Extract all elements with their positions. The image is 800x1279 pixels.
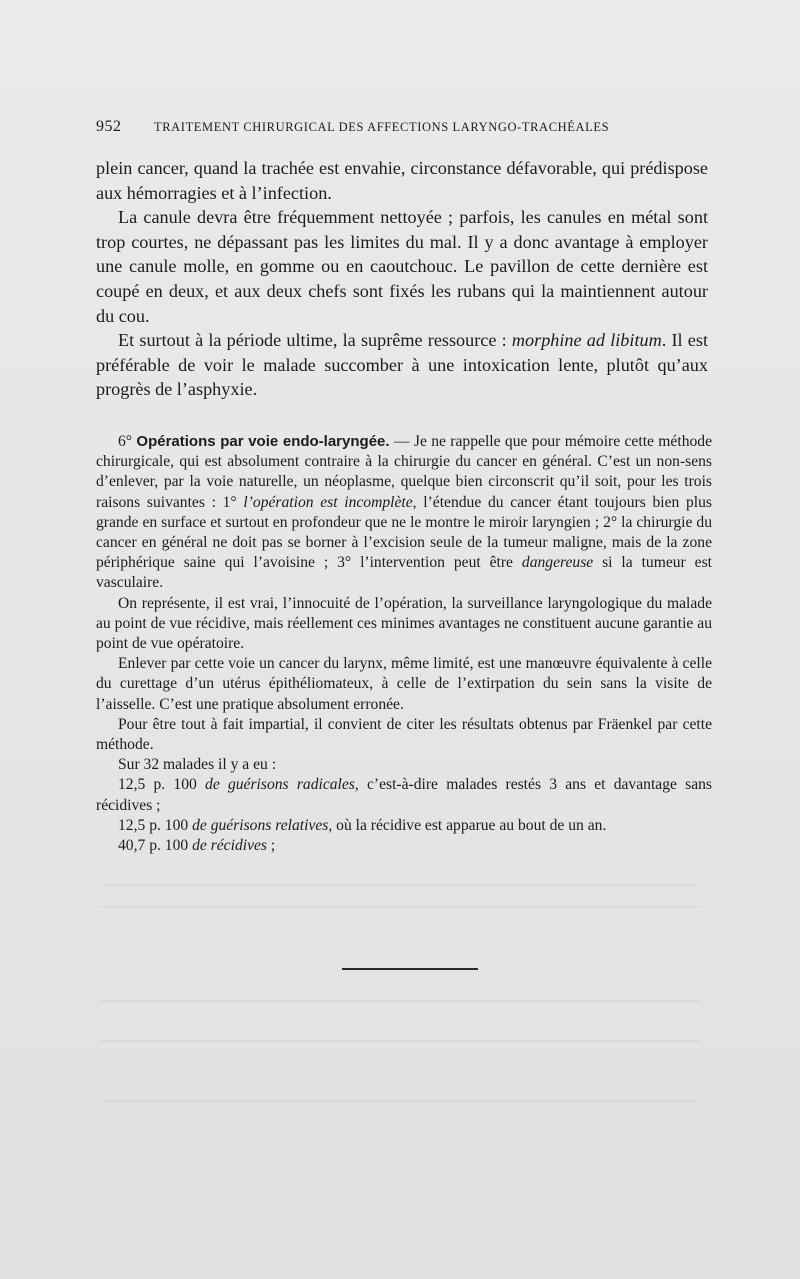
- show-through-line: [100, 884, 700, 886]
- stat-recidives: [96, 836, 712, 856]
- stat-value: 12,5 p. 100: [118, 816, 193, 834]
- emphasis-morphine: morphine ad libitum: [511, 330, 662, 351]
- stat-value: 40,7 p. 100: [118, 837, 193, 855]
- text-run: si la tumeur est vasculaire.: [96, 554, 712, 592]
- emphasis-incomplete: l’opération est incomplète: [243, 493, 413, 511]
- section-number: 6°: [118, 433, 137, 450]
- show-through-line: [100, 1000, 700, 1002]
- end-rule: [342, 968, 478, 970]
- emphasis-dangereuse: dangereuse: [521, 554, 594, 572]
- paragraph-continuation: plein cancer, quand la trachée est envahie, circonstance défavorable, qui prédispose aux hémorragies et à l’infection.: [96, 158, 708, 203]
- section-endo-laryngee: [96, 432, 712, 856]
- running-head: TRAITEMENT CHIRURGICAL DES AFFECTIONS LARYNGO-TRACHÉALES: [154, 120, 610, 134]
- paragraph-canule: La canule devra être fréquemment nettoyée ; parfois, les canules en métal sont trop courtes, ne dépassant pas les limites du mal. Il y a donc avantage à employer une canule molle, en gomme ou en caoutchouc. Le pavillon de cette dernière est coupé en deux, et aux deux chefs sont fixés les rubans qui la maintiennent autour du cou.: [96, 207, 708, 326]
- stat-radicales: [96, 775, 712, 815]
- page-header: [96, 118, 708, 142]
- stat-relatives: [96, 816, 712, 836]
- main-text-large: [96, 156, 708, 402]
- show-through-line: [100, 1040, 700, 1042]
- show-through-line: [100, 1100, 700, 1102]
- stat-value: 12,5 p. 100: [118, 776, 206, 794]
- section-intro-paragraph: [96, 432, 712, 594]
- stat-label: de guérisons radicales: [205, 776, 355, 794]
- text-run: , c’est-à-dire malades restés 3 ans et davantage sans récidives ;: [96, 776, 712, 814]
- text-run: — Je ne rappelle que pour mémoire cette méthode chirurgicale, qui est absolument contraire à la chirurgie du cancer en général. C’est un non-sens d’enlever, par la voie naturelle, un néoplasme, quelque bien circonscrit qu’il soit, pour les trois raisons suivantes : 1°: [96, 433, 713, 511]
- text-run: ;: [266, 837, 276, 855]
- paragraph-malades: Sur 32 malades il y a eu :: [118, 756, 277, 774]
- paragraph-innocuite: On représente, il est vrai, l’innocuité de l’opération, la surveillance laryngologique du malade au point de vue récidive, mais réellement ces minimes avantages ne constituent aucune garantie au point de vue opératoire.: [96, 594, 712, 653]
- section-title: Opérations par voie endo-laryngée.: [136, 433, 390, 450]
- page-number: 952: [96, 118, 122, 135]
- text-run: Et surtout à la période ultime, la suprême ressource :: [118, 330, 512, 351]
- paragraph-impartial: Pour être tout à fait impartial, il convient de citer les résultats obtenus par Fräenkel par cette méthode.: [96, 715, 712, 754]
- paragraph-morphine: [96, 328, 708, 402]
- text-run: , l’étendue du cancer étant toujours bien plus grande en surface et surtout en profondeur que ne le montre le miroir laryngien ; 2° la chirurgie du cancer en général ne doit pas se borner à l’excision seule de la tumeur maligne, mais de la zone périphérique saine qui l’avoisine ; 3° l’intervention peut être: [96, 493, 712, 572]
- text-run: . Il est préférable de voir le malade succomber à une intoxication lente, plutôt qu’aux progrès de l’asphyxie.: [96, 330, 708, 400]
- stat-label: de récidives: [192, 837, 267, 855]
- text-run: , où la récidive est apparue au bout de un an.: [328, 816, 607, 834]
- stat-label: de guérisons relatives: [192, 816, 329, 834]
- show-through-line: [100, 906, 700, 908]
- paragraph-enlever: Enlever par cette voie un cancer du larynx, même limité, est une manœuvre équivalente à celle du curettage d’un utérus épithéliomateux, à celle de l’extirpation du sein sans la visite de l’aisselle. C’est une pratique absolument erronée.: [96, 655, 712, 713]
